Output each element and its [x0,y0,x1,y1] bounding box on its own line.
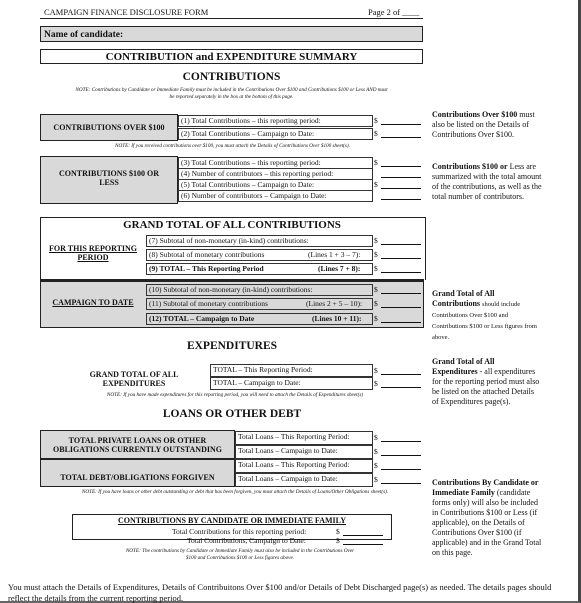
sidebar-under100-text: Less are summarized with the total amount of the contributions, as well as the total number of contributors. [432,162,542,201]
expenditures-note: NOTE: If you have made expenditures for this reporting period, you will need to attach the Details of Expenditures sheet(s) [106,392,364,398]
dollar-1: $ [374,116,378,125]
loan-line-1: Total Loans – This Reporting Period: [235,431,373,445]
over100-label-box [40,114,178,141]
loan-line-3: Total Loans – This Reporting Period: [235,459,373,473]
dollar-12: $ [374,314,378,323]
under100-label: CONTRIBUTIONS $100 OR LESS [58,169,159,187]
amount-1-field[interactable] [381,124,421,125]
line-10: (10) Subtotal of non-monetary (in-kind) contributions: [146,284,373,296]
sidebar-grand [432,289,542,343]
sidebar-cand-text: (candidate forms only) will also be included in Contributions $100 or Less (if applicable), on the Details of Contributions Over $100 (if applicable) and in the Grand Total on this page. [432,488,542,557]
amount-6-field[interactable] [381,199,421,200]
loans-heading: LOANS OR OTHER DEBT [162,408,302,420]
amount-11-field[interactable] [381,307,421,308]
form-title: CAMPAIGN FINANCE DISCLOSURE FORM [44,7,209,17]
footer-instructions: You must attach the Details of Expenditures, Details of Contribuitons Over $100 and/or Details of Debt Discharged page(s) as needed. The details pages should reflect the details from the current reporting period. [8,582,552,603]
line-9: (9) TOTAL – This Reporting Period [146,263,373,275]
line-12-formula: (Lines 10 + 11): [312,314,362,323]
line-11: (11) Subtotal of monetary contributions [146,298,373,310]
forgiven-box [40,459,235,487]
cand-line-period: Total Contributions for this reporting period: [172,527,307,536]
private-loans-box [40,430,235,459]
contributions-heading: CONTRIBUTIONS [182,71,281,83]
ctd-label: CAMPAIGN TO DATE [52,298,134,307]
expenditures-label: GRAND TOTAL OF ALL EXPENDITURES [89,370,179,388]
sidebar-over100-text: must also be listed on the Details of Contributions Over $100. [432,110,535,139]
sidebar-grand-title: Grand Total of All Contributions [432,289,495,308]
candidate-family-heading: CONTRIBUTIONS BY CANDIDATE OR IMMEDIATE FAMILY [117,516,347,525]
dollar-loan-4: $ [374,475,378,484]
dollar-10: $ [374,285,378,294]
loans-note: NOTE: If you have loans or other debt outstanding or debt that has been forgiven, you must attach the Details of Loans/Other Obligations sheet(s). [81,489,389,495]
dollar-7: $ [374,236,378,245]
under100-label-box [40,156,178,204]
loan-amount-4-field[interactable] [381,483,421,484]
line-1: (1) Total Contributions – this reporting period: [178,115,373,127]
dollar-11: $ [374,299,378,308]
sidebar-exp [432,357,542,407]
grand-total-heading: GRAND TOTAL OF ALL CONTRIBUTIONS [123,219,341,231]
loan-amount-1-field[interactable] [381,441,421,442]
sidebar-over100-title: Contributions Over $100 [432,110,518,119]
expenditures-heading: EXPENDITURES [186,340,278,352]
amount-12-field[interactable] [381,322,421,323]
line-5: (5) Total Contributions – Campaign to Date: [178,179,373,191]
dollar-9: $ [374,264,378,273]
over100-note: NOTE: If you received contributions over $100, you must attach the Details of Contributions Over $100 sheet(s). [115,143,350,149]
amount-2-field[interactable] [381,137,421,138]
exp-line-ctd: TOTAL – Campaign to Date: [210,377,373,390]
page-number: Page 2 of ____ [368,7,420,17]
sidebar-grand-text: should include Contributions Over $100 and Contributions $100 or Less figures from above. [432,301,537,341]
exp-line-period: TOTAL – This Reporting Period: [210,364,373,377]
dollar-8: $ [374,250,378,259]
forgiven-label: TOTAL DEBT/OBLIGATIONS FORGIVEN [60,473,215,482]
dollar-loan-2: $ [374,447,378,456]
dollar-loan-1: $ [374,433,378,442]
line-7: (7) Subtotal of non-monetary (in-kind) contributions: [146,235,373,247]
period-label: FOR THIS REPORTING PERIOD [48,244,138,262]
amount-4-field[interactable] [381,177,421,178]
sidebar-cand-title: Contributions By Candidate or Immediate Family [432,478,539,497]
amount-8-field[interactable] [381,258,421,259]
amount-5-field[interactable] [381,188,421,189]
amount-7-field[interactable] [381,244,421,245]
cand-line-ctd: Total Contributions, Campaign to Date: [187,536,306,545]
contributions-note: NOTE: Contributions by Candidate or Immediate Family must be included in the Contributions Over $100 and Contributions $100 or Less AND must be reported separately in the box at the bottom of this page. [75,87,388,100]
line-9-formula: (Lines 7 + 8): [318,264,361,273]
sidebar-over100 [432,110,542,140]
candidate-name-field[interactable] [40,26,423,42]
sidebar-exp-title: Grand Total of All Expenditures [432,357,495,376]
loan-amount-2-field[interactable] [381,455,421,456]
dollar-exp-1: $ [374,366,378,375]
dollar-2: $ [374,129,378,138]
line-3: (3) Total Contributions – this reporting period: [178,157,373,169]
sidebar-exp-text: - all expenditures for the reporting period must also be listed on the attached Details of Expenditures page(s). [432,367,540,406]
loan-line-4: Total Loans – Campaign to Date: [235,473,373,487]
dollar-exp-2: $ [374,379,378,388]
amount-9-field[interactable] [381,272,421,273]
line-12: (12) TOTAL – Campaign to Date [146,313,373,325]
dollar-cand-1: $ [336,527,340,536]
line-2: (2) Total Contributions – Campaign to Date: [178,128,373,140]
line-4: (4) Number of contributors – this reporting period: [178,168,373,180]
cand-amount-1-field[interactable] [343,535,383,536]
dollar-5: $ [374,180,378,189]
line-11-formula: (Lines 2 + 5 – 10): [306,299,363,308]
amount-3-field[interactable] [381,166,421,167]
loan-line-2: Total Loans – Campaign to Date: [235,445,373,459]
amount-10-field[interactable] [381,293,421,294]
candidate-name-label: Name of candidate: [44,30,124,40]
header-divider [40,18,423,19]
line-8: (8) Subtotal of monetary contributions [146,249,373,261]
over100-label: CONTRIBUTIONS OVER $100 [53,123,165,132]
sidebar-under100-title: Contributions $100 or [432,162,508,171]
line-6: (6) Number of contributors – Campaign to Date: [178,190,373,202]
loan-amount-3-field[interactable] [381,469,421,470]
private-loans-label: TOTAL PRIVATE LOANS OR OTHER OBLIGATIONS CURRENTLY OUTSTANDING [53,436,222,454]
candidate-family-note: NOTE: The contributions by Candidate or Immediate Family must also be included in the Contributions Over $100 and Contributions $100 or Less figures above. [125,548,355,561]
dollar-3: $ [374,158,378,167]
cand-amount-2-field[interactable] [343,544,383,545]
exp-amount-1-field[interactable] [381,374,421,375]
exp-amount-2-field[interactable] [381,387,421,388]
sidebar-cand [432,478,544,558]
sidebar-under100 [432,162,542,202]
summary-title: CONTRIBUTION and EXPENDITURE SUMMARY [40,49,423,64]
dollar-loan-3: $ [374,461,378,470]
dollar-cand-2: $ [336,536,340,545]
line-8-formula: (Lines 1 + 3 – 7): [308,250,361,259]
